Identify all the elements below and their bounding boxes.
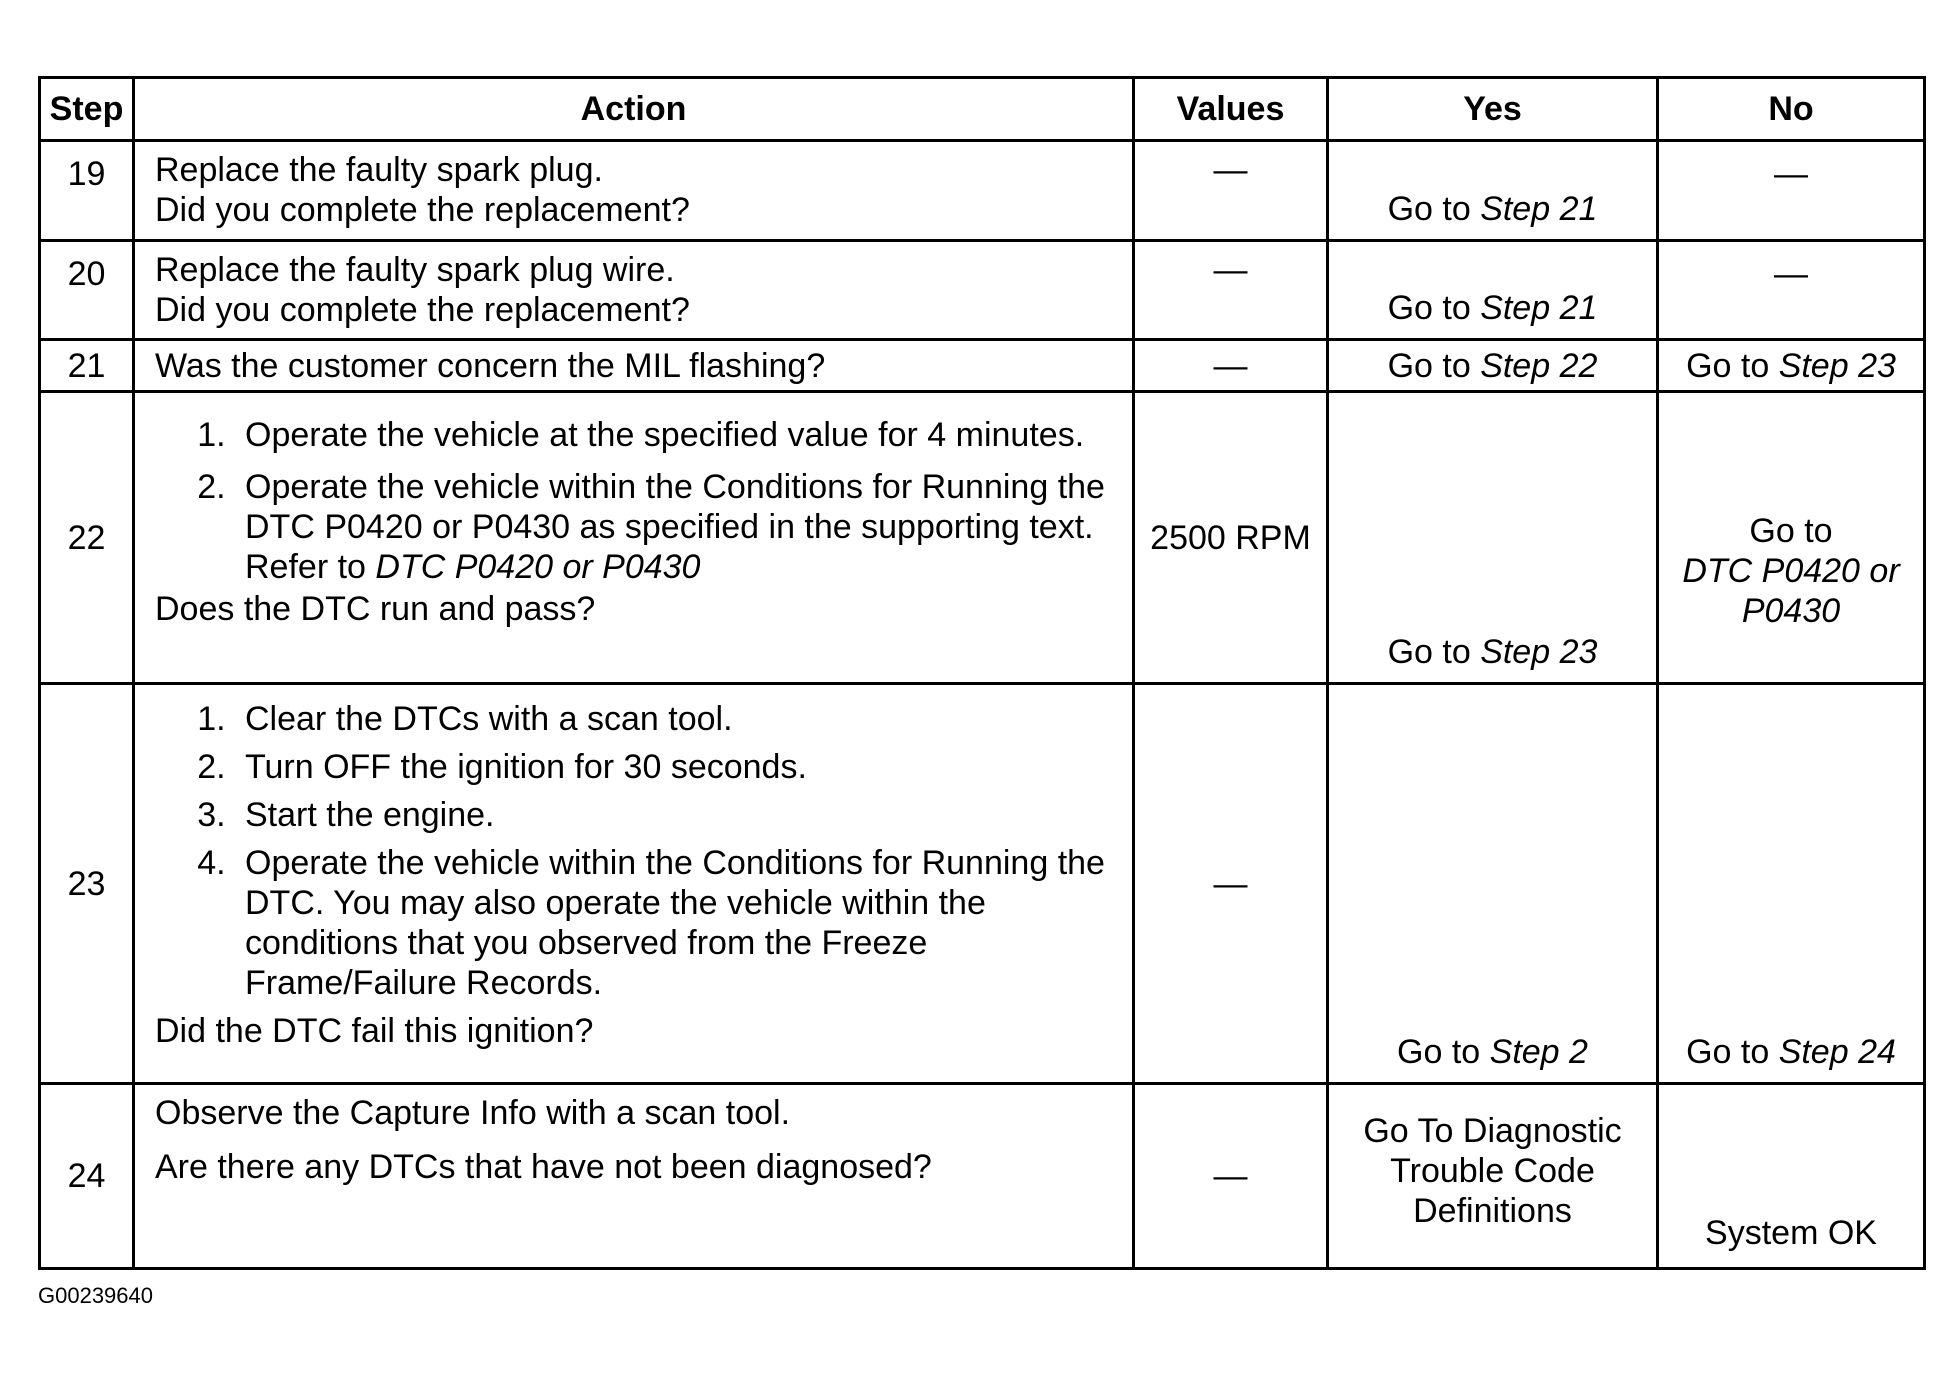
no-step-ref: Step 23 [1778,346,1896,385]
action-cell [134,340,1134,392]
yes-prefix: Go to [1397,1033,1490,1071]
action-question: Are there any DTCs that have not been diagnosed? [155,1148,932,1186]
action-question: Was the customer concern the MIL flashing? [155,346,826,385]
substep-list [155,415,1122,587]
no-cell [1658,392,1925,684]
substep-item [235,467,1122,587]
values-cell [1134,392,1328,684]
values-cell [1134,340,1328,392]
yes-line: Trouble Code [1390,1152,1595,1190]
action-line: Replace the faulty spark plug wire. [155,251,675,289]
no-cell [1658,684,1925,1084]
value-text: — [1213,864,1248,903]
step-number: 20 [40,241,134,340]
action-question: Did you complete the replacement? [155,291,690,329]
substep-text: Operate the vehicle within the Conditions for Running the DTC P0420 or P0430 as specified in the supporting text. Refer to [245,468,1105,586]
substep-list [155,699,1122,1003]
yes-cell [1328,1084,1658,1269]
no-text: System OK [1705,1214,1877,1252]
step-number: 21 [40,340,134,392]
substep-item: 1. Operate the vehicle at the specified value for 4 minutes. [235,415,1122,455]
values-cell [1134,241,1328,340]
yes-cell [1328,684,1658,1084]
action-line: Replace the faulty spark plug. [155,151,603,189]
value-text: 2500 RPM [1150,518,1311,557]
values-cell [1134,1084,1328,1269]
yes-prefix: Go to [1387,346,1481,385]
header-yes: Yes [1328,78,1658,141]
figure-id: G00239640 [38,1283,153,1308]
yes-cell [1328,241,1658,340]
values-cell [1134,141,1328,241]
diagnostic-table [38,76,1926,1270]
header-step: Step [40,78,134,141]
no-text: — [1774,255,1808,293]
table-row [40,684,1925,1084]
action-line: Observe the Capture Info with a scan tool. [155,1094,791,1132]
substep-reference: DTC P0420 or P0430 [375,548,701,586]
step-number: 19 [40,141,134,241]
yes-step-ref: Step 21 [1480,289,1598,327]
yes-step-ref: Step 2 [1489,1033,1588,1071]
yes-cell [1328,141,1658,241]
no-step-ref: Step 24 [1778,1033,1896,1071]
value-text: — [1213,251,1248,289]
no-cell [1658,1084,1925,1269]
yes-cell [1328,392,1658,684]
value-text: — [1213,346,1248,385]
no-text: — [1774,155,1808,193]
step-number: 24 [40,1084,134,1269]
yes-prefix: Go to [1387,289,1481,327]
action-cell [134,241,1134,340]
no-prefix: Go to [1686,1033,1779,1071]
substep-item: 4. Operate the vehicle within the Conditions for Running the DTC. You may also operate the vehicle within the conditions that you observed from the Freeze Frame/Failure Records. [235,843,1122,1003]
header-no: No [1658,78,1925,141]
header-values: Values [1134,78,1328,141]
substep-item: 1. Clear the DTCs with a scan tool. [235,699,1122,739]
no-prefix: Go to [1686,346,1779,385]
action-cell [134,141,1134,241]
header-action: Action [134,78,1134,141]
table-row [40,340,1925,392]
yes-step-ref: Step 22 [1480,346,1598,385]
header-row [40,78,1925,141]
table-row [40,241,1925,340]
action-cell [134,1084,1134,1269]
value-text: — [1213,151,1248,189]
action-cell [134,392,1134,684]
yes-prefix: Go to [1387,190,1481,228]
substep-item: 2. Turn OFF the ignition for 30 seconds. [235,747,1122,787]
yes-step-ref: Step 21 [1480,190,1598,228]
value-text: — [1213,1157,1248,1195]
yes-cell [1328,340,1658,392]
table-row [40,141,1925,241]
values-cell [1134,684,1328,1084]
action-cell [134,684,1134,1084]
step-number: 23 [40,684,134,1084]
substep-item: 3. Start the engine. [235,795,1122,835]
yes-line: Definitions [1413,1192,1572,1230]
no-cell [1658,340,1925,392]
step-number: 22 [40,392,134,684]
no-cell [1658,241,1925,340]
action-question: Did the DTC fail this ignition? [155,1012,594,1050]
yes-prefix: Go to [1387,633,1481,671]
yes-line: Go To Diagnostic [1363,1112,1622,1150]
table-row [40,392,1925,684]
no-cell [1658,141,1925,241]
action-question: Did you complete the replacement? [155,191,690,229]
yes-step-ref: Step 23 [1480,633,1598,671]
table-row [40,1084,1925,1269]
no-prefix: Go to [1749,512,1833,550]
no-dtc-ref: DTC P0420 or P0430 [1682,552,1900,630]
action-question: Does the DTC run and pass? [155,590,596,628]
